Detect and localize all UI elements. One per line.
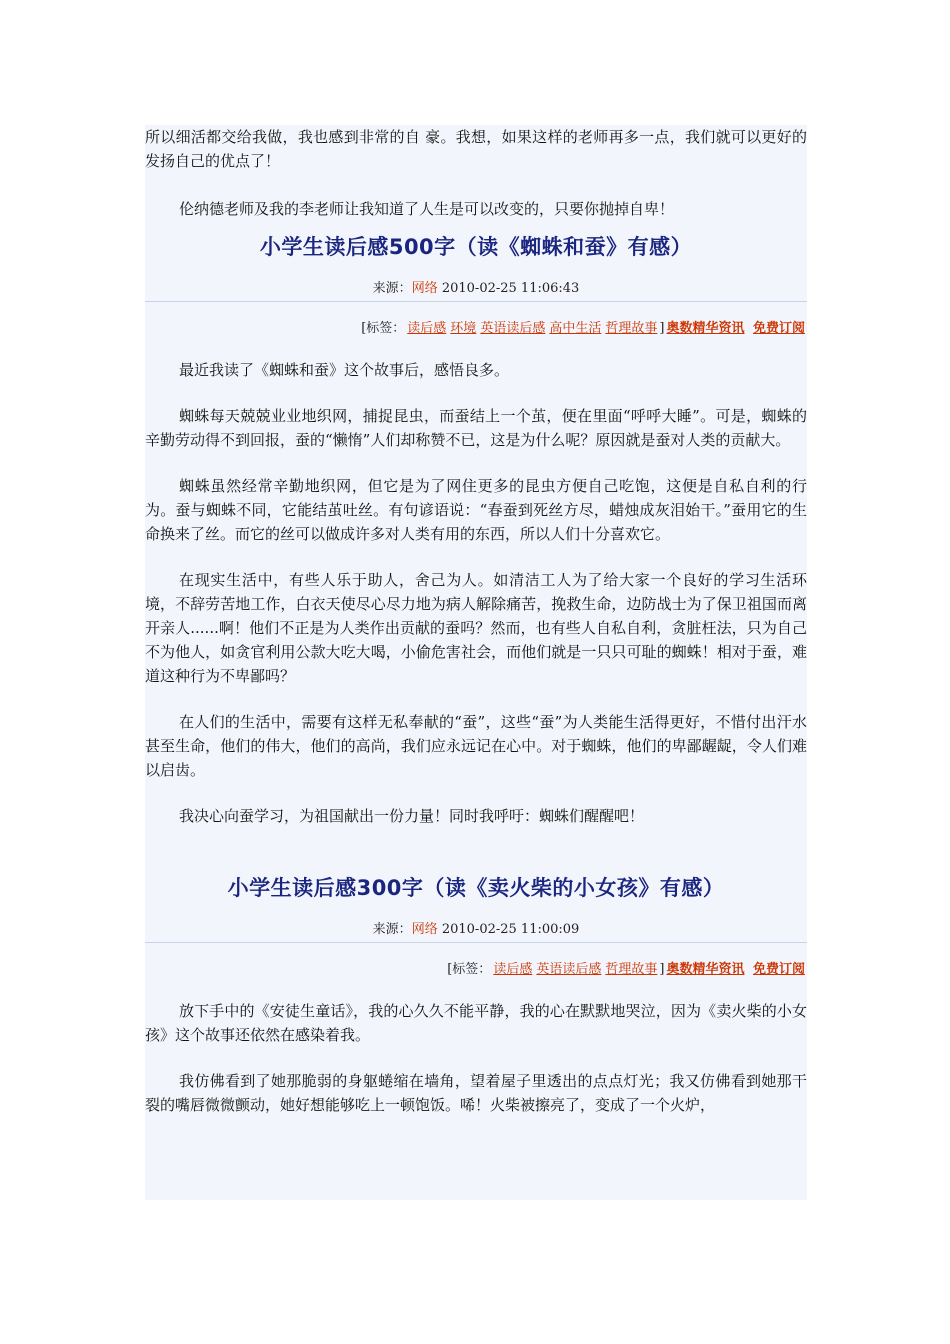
tag-link[interactable]: 环境 [450, 321, 477, 336]
article-content-area [145, 125, 807, 1200]
publish-datetime: 2010-02-25 11:00:09 [441, 922, 580, 937]
tag-link[interactable]: 哲理故事 [605, 321, 658, 336]
tag-bar [145, 317, 807, 336]
publish-datetime: 2010-02-25 11:06:43 [441, 281, 580, 296]
paragraph: 在现实生活中，有些人乐于助人，舍己为人。如清洁工人为了给大家一个良好的学习生活环境，不辞劳苦地工作，白衣天使尽心尽力地为病人解除痛苦，挽救生命，边防战士为了保卫祖国而离开亲人......啊！他们不正是为人类作出贡献的蚕吗？然而，也有些人自私自利，贪脏枉法，只为自己不为他人，如贪官利用公款大吃大喝，小偷危害社会，而他们就是一只只可耻的蜘蛛！相对于蚕，难道这种行为不卑鄙吗？ [145, 571, 807, 685]
article-meta [145, 918, 807, 937]
paragraph: 蜘蛛虽然经常辛勤地织网，但它是为了网住更多的昆虫方便自己吃饱，这便是自私自利的行为。蚕与蜘蛛不同，它能结茧吐丝。有句谚语说：“春蚕到死丝方尽，蜡烛成灰泪始干。”蚕用它的生命换来了丝。而它的丝可以做成许多对人类有用的东西，所以人们十分喜欢它。 [145, 477, 807, 543]
paragraph: 放下手中的《安徒生童话》，我的心久久不能平静，我的心在默默地哭泣，因为《卖火柴的小女孩》这个故事还依然在感染着我。 [145, 1002, 807, 1044]
article-meta [145, 277, 807, 296]
tag-link[interactable]: 读后感 [407, 321, 447, 336]
paragraph: 我决心向蚕学习，为祖国献出一份力量！同时我呼吁：蜘蛛们醒醒吧！ [179, 807, 645, 825]
promo-link-subscribe[interactable]: 免费订阅 [752, 321, 805, 336]
tags-suffix: ] [659, 962, 665, 977]
source-label: 来源： [372, 281, 412, 296]
paragraph: 蜘蛛每天兢兢业业地织网，捕捉昆虫，而蚕结上一个茧，便在里面“呼呼大睡”。可是，蜘蛛的辛勤劳动得不到回报，蚕的“懒惰”人们却称赞不已，这是为什么呢？原因就是蚕对人类的贡献大。 [145, 407, 807, 449]
tags-prefix: [标签： [361, 321, 406, 336]
tag-bar [145, 958, 807, 977]
promo-link-news[interactable]: 奥数精华资讯 [666, 962, 745, 977]
tags-suffix: ] [659, 321, 665, 336]
paragraph: 在人们的生活中，需要有这样无私奉献的“蚕”，这些“蚕”为人类能生活得更好，不惜付出汗水甚至生命，他们的伟大，他们的高尚，我们应永远记在心中。对于蜘蛛，他们的卑鄙龌龊，令人们难以启齿。 [145, 713, 807, 779]
promo-link-subscribe[interactable]: 免费订阅 [752, 962, 805, 977]
source-value: 网络 [411, 922, 438, 937]
tag-link[interactable]: 读后感 [493, 962, 533, 977]
paragraph: 伦纳德老师及我的李老师让我知道了人生是可以改变的，只要你抛掉自卑！ [179, 200, 675, 218]
divider [145, 942, 807, 943]
divider [145, 301, 807, 302]
article-title: 小学生读后感500字（读《蜘蛛和蚕》有感） [259, 235, 693, 259]
tag-link[interactable]: 哲理故事 [605, 962, 658, 977]
promo-link-news[interactable]: 奥数精华资讯 [666, 321, 745, 336]
tags-prefix: [标签： [447, 962, 492, 977]
paragraph: 所以细活都交给我做，我也感到非常的自 豪。我想，如果这样的老师再多一点，我们就可以更好的发扬自己的优点了！ [145, 128, 807, 170]
tag-link[interactable]: 英语读后感 [480, 321, 546, 336]
paragraph: 最近我读了《蜘蛛和蚕》这个故事后，感悟良多。 [179, 361, 510, 379]
tag-link[interactable]: 高中生活 [549, 321, 602, 336]
source-label: 来源： [372, 922, 412, 937]
paragraph: 我仿佛看到了她那脆弱的身躯蜷缩在墙角，望着屋子里透出的点点灯光；我又仿佛看到她那干裂的嘴唇微微颤动，她好想能够吃上一顿饱饭。唏！火柴被擦亮了，变成了一个火炉， [145, 1072, 807, 1114]
source-value: 网络 [411, 281, 438, 296]
article-title: 小学生读后感300字（读《卖火柴的小女孩》有感） [227, 876, 725, 900]
tag-link[interactable]: 英语读后感 [536, 962, 602, 977]
